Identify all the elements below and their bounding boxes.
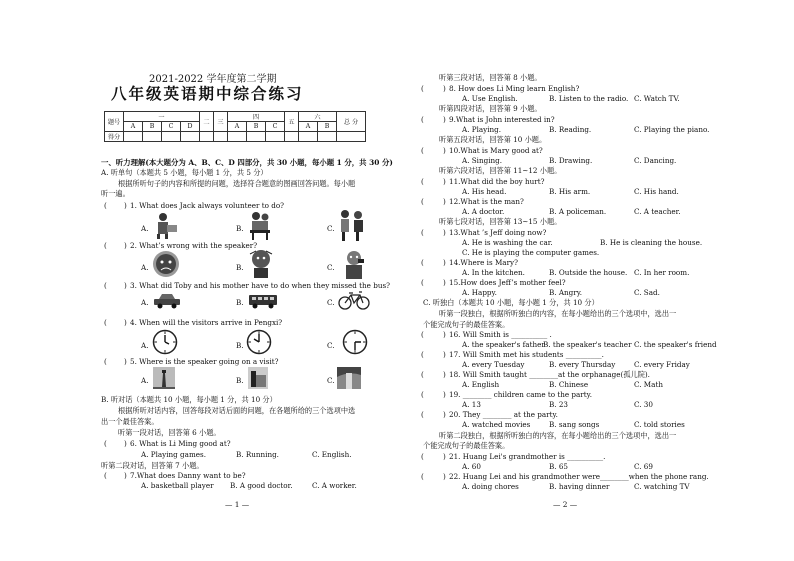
option-14b[interactable]: B. Outside the house.	[549, 268, 628, 277]
score-input[interactable]	[266, 132, 285, 142]
section-listening-header: 一、听力理解(本大题分为 A、B、C、D 四部分，共 30 小题，每小题 1 分，共 30 分)	[101, 158, 393, 167]
clock-icon[interactable]	[342, 329, 368, 355]
answer-bracket-close[interactable]: )	[443, 84, 446, 93]
exam-title: 八年级英语期中综合练习	[111, 84, 304, 103]
picture-person-reading-icon[interactable]	[153, 211, 179, 239]
part-c-instruction-2-cont: 个能完成句子的最佳答案。	[423, 441, 510, 450]
option-19b[interactable]: B. 23	[549, 400, 568, 409]
question-17: 17. Will Smith met his students __________.	[449, 350, 604, 359]
score-cell: A	[124, 122, 143, 132]
option-label-b: B.	[236, 263, 244, 272]
answer-bracket-open: (	[421, 228, 424, 237]
question-3: 3. What did Toby and his mother have to do when they missed the bus?	[130, 281, 390, 290]
option-label-b: B.	[236, 376, 244, 385]
question-4: 4. When will the visitors arrive in Pengxi?	[130, 318, 283, 327]
score-cell: 总 分	[337, 112, 366, 132]
taxi-icon[interactable]	[152, 293, 182, 309]
dialog-2-instruction: 听第二段对话，回答第 7 小题。	[101, 461, 204, 470]
part-a-instruction-cont: 听一遍。	[101, 189, 130, 198]
option-10c[interactable]: C. Dancing.	[634, 156, 677, 165]
picture-headache-person-icon[interactable]	[246, 248, 276, 278]
answer-bracket-open: (	[421, 452, 424, 461]
page-right	[397, 0, 794, 561]
score-input[interactable]	[200, 132, 214, 142]
question-22: 22. Huang Lei and his grandmother were________when the phone rang.	[449, 472, 709, 481]
option-16c[interactable]: C. the speaker's friend	[634, 340, 717, 349]
option-20a[interactable]: A. watched movies	[462, 420, 531, 429]
question-13: 13.What ’s Jeff doing now?	[449, 228, 547, 237]
answer-bracket-open: (	[421, 84, 424, 93]
option-20b[interactable]: B. sang songs	[549, 420, 600, 429]
answer-bracket-close[interactable]: )	[443, 258, 446, 267]
option-7c[interactable]: C. A worker.	[312, 481, 357, 490]
option-22a[interactable]: A. doing chores	[462, 482, 519, 491]
option-label-b: B.	[236, 224, 244, 233]
answer-bracket-open: (	[421, 146, 424, 155]
option-label-b: B.	[236, 341, 244, 350]
option-12b[interactable]: B. A policeman.	[549, 207, 607, 216]
score-input[interactable]	[318, 132, 337, 142]
question-8: 8. How does Li Ming learn English?	[449, 84, 580, 93]
score-cell: 得分	[105, 132, 124, 142]
dialog-7-instruction: 听第七段对话，回答第 13~15 小题。	[439, 217, 562, 226]
answer-bracket-open: (	[104, 357, 107, 366]
answer-bracket-close[interactable]: )	[443, 197, 446, 206]
score-input[interactable]	[337, 132, 366, 142]
answer-bracket-close[interactable]: )	[443, 370, 446, 379]
option-label-c: C.	[327, 298, 335, 307]
score-cell: A	[228, 122, 247, 132]
option-18b[interactable]: B. Chinese	[549, 380, 589, 389]
score-cell: A	[299, 122, 318, 132]
option-label-c: C.	[327, 224, 335, 233]
answer-bracket-open: (	[421, 177, 424, 186]
option-6c[interactable]: C. English.	[312, 450, 352, 459]
option-label-a: A.	[141, 341, 149, 350]
option-label-a: A.	[141, 263, 149, 272]
option-21c[interactable]: C. 69	[634, 462, 653, 471]
score-cell: 四	[228, 112, 285, 122]
part-a-instruction: 根据所听句子的内容和所提的问题，选择符合题意的图画回答问题。每小题	[118, 179, 356, 188]
dialog-5-instruction: 听第五段对话，回答第 10 小题。	[439, 135, 547, 144]
option-label-c: C.	[327, 341, 335, 350]
option-22b[interactable]: B. having dinner	[549, 482, 610, 491]
option-21a[interactable]: A. 60	[462, 462, 481, 471]
question-20: 20. They ________ at the party.	[449, 410, 558, 419]
question-2: 2. What’s wrong with the speaker?	[130, 241, 258, 250]
answer-bracket-close[interactable]: )	[443, 410, 446, 419]
question-12: 12.What is the man?	[449, 197, 524, 206]
answer-bracket-open: (	[104, 318, 107, 327]
answer-bracket-open: (	[421, 370, 424, 379]
option-label-a: A.	[141, 298, 149, 307]
clock-icon[interactable]	[152, 329, 178, 355]
exam-term: 2021-2022 学年度第二学期	[149, 74, 277, 85]
question-10: 10.What is Mary good at?	[449, 146, 543, 155]
part-a-header: A. 听单句（本题共 5 小题，每小题 1 分，共 5 分）	[101, 168, 268, 177]
score-input[interactable]	[285, 132, 299, 142]
question-11: 11.What did the boy hurt?	[449, 177, 545, 186]
answer-bracket-open: (	[421, 115, 424, 124]
option-8c[interactable]: C. Watch TV.	[634, 94, 680, 103]
picture-landmark-icon[interactable]	[248, 367, 268, 389]
answer-bracket-close[interactable]: )	[124, 471, 127, 480]
dialog-3-instruction: 听第三段对话，回答第 8 小题。	[439, 73, 542, 82]
option-22c[interactable]: C. watching TV	[634, 482, 690, 491]
picture-people-at-desk-icon[interactable]	[248, 210, 272, 240]
option-8a[interactable]: A. Use English.	[462, 94, 518, 103]
answer-bracket-open: (	[421, 197, 424, 206]
part-b-header: B. 听对话（本题共 10 小题，每小题 1 分，共 10 分）	[101, 395, 277, 404]
option-13c[interactable]: C. He is playing the computer games.	[462, 248, 600, 257]
clock-icon[interactable]	[246, 329, 272, 355]
question-21: 21. Huang Lei's grandmother is __________.	[449, 452, 606, 461]
option-14a[interactable]: A. In the kitchen.	[462, 268, 525, 277]
answer-bracket-close[interactable]: )	[443, 350, 446, 359]
score-input[interactable]	[124, 132, 143, 142]
answer-bracket-open: (	[421, 390, 424, 399]
score-input[interactable]	[162, 132, 181, 142]
answer-bracket-close[interactable]: )	[443, 472, 446, 481]
option-21b[interactable]: B. 65	[549, 462, 568, 471]
score-input[interactable]	[299, 132, 318, 142]
option-19c[interactable]: C. 30	[634, 400, 653, 409]
question-9: 9.What is John interested in?	[449, 115, 555, 124]
answer-bracket-close[interactable]: )	[443, 390, 446, 399]
answer-bracket-open: (	[421, 410, 424, 419]
option-label-c: C.	[327, 376, 335, 385]
question-14: 14.Where is Mary?	[449, 258, 518, 267]
option-13b[interactable]: B. He is cleaning the house.	[600, 238, 703, 247]
question-5: 5. Where is the speaker going on a visit?	[130, 357, 279, 366]
answer-bracket-open: (	[421, 472, 424, 481]
part-b-instruction: 根据所听对话内容，回答每段对话后面的问题，在各题所给的三个选项中选	[118, 406, 356, 415]
question-18: 18. Will Smith taught ________at the orphanage(孤儿院).	[449, 370, 650, 379]
answer-bracket-open: (	[421, 350, 424, 359]
question-15: 15.How does Jeff’s mother feel?	[449, 278, 566, 287]
picture-lighthouse-icon[interactable]	[153, 367, 175, 389]
score-input[interactable]	[143, 132, 162, 142]
option-16a[interactable]: A. the speaker's father	[462, 340, 545, 349]
option-7b[interactable]: B. A good doctor.	[230, 481, 293, 490]
option-15c[interactable]: C. Sad.	[634, 288, 660, 297]
answer-bracket-close[interactable]: )	[443, 177, 446, 186]
answer-bracket-close[interactable]: )	[124, 281, 127, 290]
answer-bracket-open: (	[104, 439, 107, 448]
bicycle-icon[interactable]	[338, 290, 370, 310]
answer-bracket-open: (	[421, 258, 424, 267]
option-17c[interactable]: C. every Friday	[634, 360, 690, 369]
option-9a[interactable]: A. Playing.	[462, 125, 502, 134]
score-table-sub-row	[105, 122, 366, 132]
option-13a[interactable]: A. He is washing the car.	[462, 238, 553, 247]
option-16b[interactable]: B. the speaker's teacher	[543, 340, 632, 349]
answer-bracket-open: (	[421, 278, 424, 287]
answer-bracket-open: (	[421, 330, 424, 339]
option-12c[interactable]: C. A teacher.	[634, 207, 681, 216]
answer-bracket-close[interactable]: )	[443, 278, 446, 287]
score-input[interactable]	[247, 132, 266, 142]
option-18a[interactable]: A. English	[462, 380, 500, 389]
option-label-a: A.	[141, 376, 149, 385]
score-cell: 五	[285, 112, 299, 132]
option-9b[interactable]: B. Reading.	[549, 125, 592, 134]
option-11b[interactable]: B. His arm.	[549, 187, 591, 196]
question-1: 1. What does Jack always volunteer to do?	[130, 201, 285, 210]
answer-bracket-close[interactable]: )	[124, 439, 127, 448]
score-input[interactable]	[181, 132, 200, 142]
part-c-instruction-1: 听第一段独白，根据所听独白的内容，在每小题给出的三个选项中，选出一	[439, 309, 677, 318]
option-label-a: A.	[141, 224, 149, 233]
option-11a[interactable]: A. His head.	[462, 187, 507, 196]
page-number: — 2 —	[553, 500, 578, 509]
score-cell: 一	[124, 112, 200, 122]
score-table	[104, 111, 366, 142]
answer-bracket-close[interactable]: )	[443, 115, 446, 124]
option-label-c: C.	[327, 263, 335, 272]
score-cell: C	[162, 122, 181, 132]
option-17b[interactable]: B. every Thursday	[549, 360, 616, 369]
option-9c[interactable]: C. Playing the piano.	[634, 125, 710, 134]
option-15a[interactable]: A. Happy.	[462, 288, 497, 297]
dialog-1-instruction: 听第一段对话，回答第 6 小题。	[118, 428, 221, 437]
part-b-instruction-cont: 出一个最佳答案。	[101, 417, 159, 426]
score-cell: D	[181, 122, 200, 132]
option-7a[interactable]: A. basketball player	[141, 481, 214, 490]
score-table-score-row	[105, 132, 366, 142]
option-label-b: B.	[236, 298, 244, 307]
page-number: — 1 —	[225, 500, 250, 509]
score-cell: C	[266, 122, 285, 132]
score-cell: 题号	[105, 112, 124, 132]
score-cell: 六	[299, 112, 337, 122]
answer-bracket-open: (	[104, 201, 107, 210]
answer-bracket-close[interactable]: )	[443, 330, 446, 339]
score-input[interactable]	[228, 132, 247, 142]
answer-bracket-close[interactable]: )	[124, 318, 127, 327]
picture-waterfall-icon[interactable]	[337, 367, 361, 389]
part-c-instruction-2: 听第二段独白，根据所听独白的内容，在每小题给出的三个选项中，选出一	[439, 431, 677, 440]
score-cell: 二	[200, 112, 214, 132]
option-10b[interactable]: B. Drawing.	[549, 156, 593, 165]
question-19: 19. ________ children came to the party.	[449, 390, 593, 399]
answer-bracket-open: (	[104, 241, 107, 250]
score-cell: 三	[214, 112, 228, 132]
option-6a[interactable]: A. Playing games.	[141, 450, 206, 459]
answer-bracket-close[interactable]: )	[124, 357, 127, 366]
answer-bracket-close[interactable]: )	[124, 201, 127, 210]
answer-bracket-open: (	[104, 471, 107, 480]
option-10a[interactable]: A. Singing.	[462, 156, 503, 165]
option-20c[interactable]: C. told stories	[634, 420, 685, 429]
picture-toothache-person-icon[interactable]	[340, 249, 368, 279]
bus-icon[interactable]	[248, 293, 278, 309]
question-7: 7.What does Danny want to be?	[130, 471, 246, 480]
picture-sick-face-icon[interactable]	[152, 250, 180, 278]
answer-bracket-open: (	[104, 281, 107, 290]
picture-people-helping-icon[interactable]	[336, 209, 368, 241]
option-6b[interactable]: B. Running.	[236, 450, 279, 459]
question-16: 16. Will Smith is __________ .	[449, 330, 552, 339]
answer-bracket-close[interactable]: )	[443, 452, 446, 461]
score-cell: B	[247, 122, 266, 132]
part-c-header: C. 听独白（本题共 10 小题，每小题 1 分，共 10 分）	[423, 298, 599, 307]
option-12a[interactable]: A. A doctor.	[462, 207, 505, 216]
score-cell: B	[143, 122, 162, 132]
answer-bracket-close[interactable]: )	[443, 228, 446, 237]
option-14c[interactable]: C. In her room.	[634, 268, 690, 277]
answer-bracket-close[interactable]: )	[443, 146, 446, 155]
score-table-header-row	[105, 112, 366, 122]
score-input[interactable]	[214, 132, 228, 142]
score-cell: B	[318, 122, 337, 132]
option-8b[interactable]: B. Listen to the radio.	[549, 94, 629, 103]
question-6: 6. What is Li Ming good at?	[130, 439, 231, 448]
option-17a[interactable]: A. every Tuesday	[462, 360, 525, 369]
answer-bracket-close[interactable]: )	[124, 241, 127, 250]
dialog-4-instruction: 听第四段对话，回答第 9 小题。	[439, 104, 542, 113]
option-11c[interactable]: C. His hand.	[634, 187, 679, 196]
dialog-6-instruction: 听第六段对话，回答第 11~12 小题。	[439, 166, 562, 175]
part-c-instruction-1-cont: 个能完成句子的最佳答案。	[423, 320, 510, 329]
option-18c[interactable]: C. Math	[634, 380, 663, 389]
option-15b[interactable]: B. Angry.	[549, 288, 583, 297]
option-19a[interactable]: A. 13	[462, 400, 481, 409]
